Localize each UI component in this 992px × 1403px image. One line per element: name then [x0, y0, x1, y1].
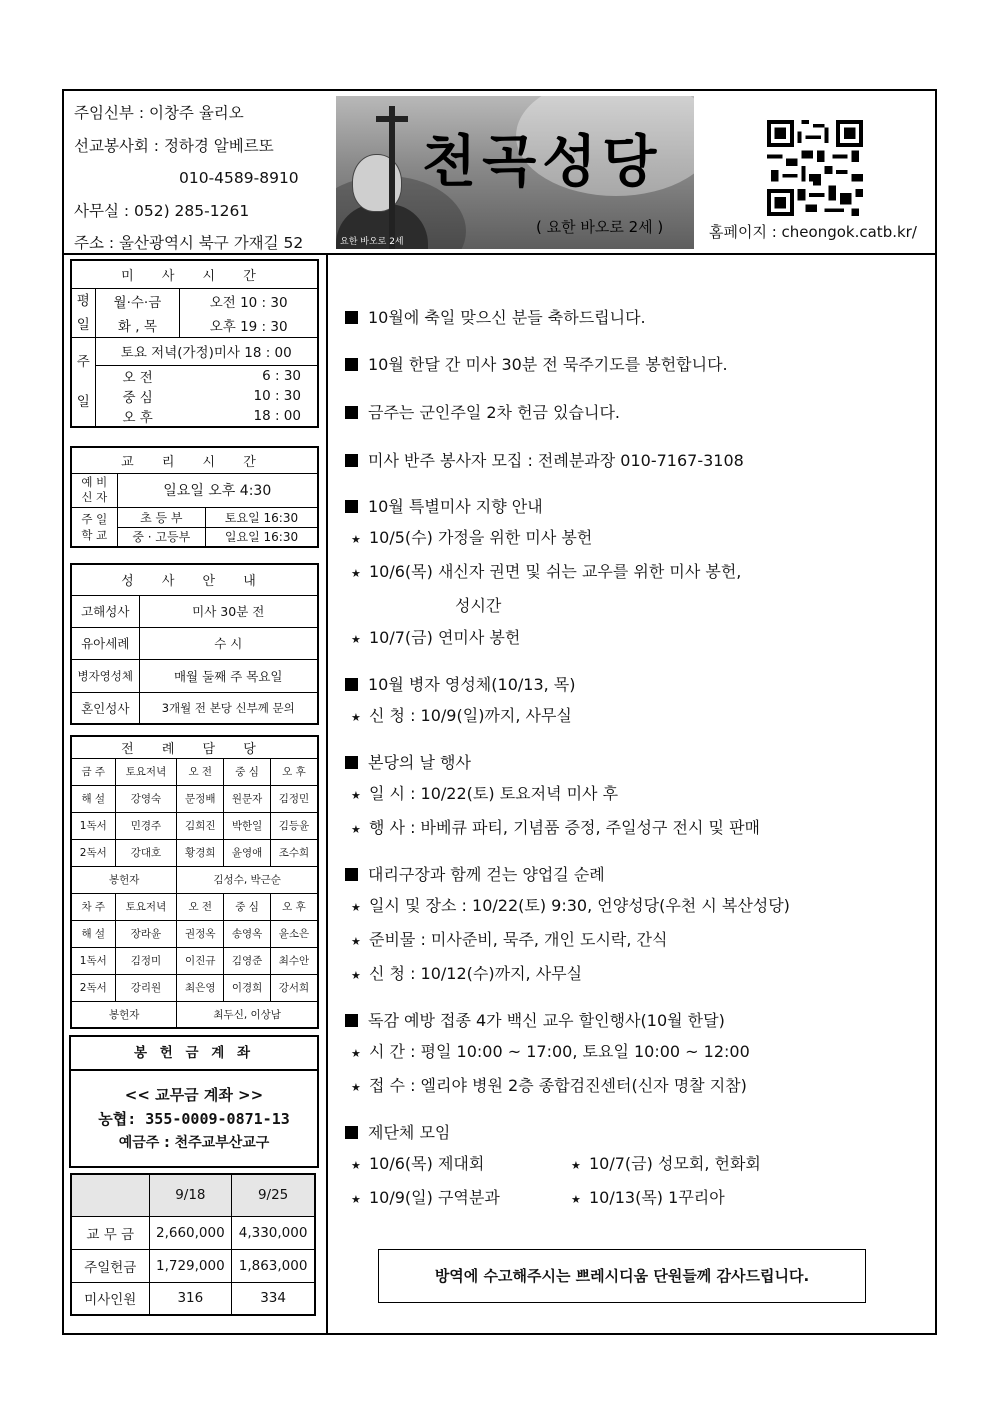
sunday-label: 주 일 — [71, 337, 95, 427]
account-box — [69, 1035, 319, 1168]
liturgy-name: 권정옥 — [177, 920, 224, 947]
offering-value: 334 — [232, 1282, 315, 1315]
liturgy-table — [70, 735, 319, 1029]
notices — [345, 303, 905, 1216]
liturgy-name: 강대호 — [115, 839, 177, 866]
sunday-label-3: 오 후 — [95, 406, 180, 427]
liturgy-name: 김정민 — [270, 785, 318, 812]
account-subtitle: << 교무금 계좌 >> — [124, 1086, 264, 1104]
notice-4: 미사 반주 봉사자 모집 : 전례분과장 010-7167-3108 — [345, 446, 905, 476]
square-bullet-icon — [345, 678, 358, 691]
star-bullet-icon: ★ — [351, 633, 361, 646]
square-bullet-icon — [345, 406, 358, 419]
church-name: 천곡성당 — [422, 130, 663, 195]
star-bullet-icon: ★ — [351, 1159, 361, 1172]
liturgy-role: 2독서 — [71, 839, 115, 866]
crozier-icon — [389, 106, 395, 249]
homepage-link[interactable]: 홈페이지 : cheongok.catb.kr/ — [709, 223, 917, 241]
address-line: 주소 : 울산광역시 북구 가재길 52 — [74, 234, 304, 252]
notice-item: ★ 행 사 : 바베큐 파티, 기념품 증정, 주일성구 전시 및 판매 — [345, 812, 905, 846]
star-bullet-icon: ★ — [351, 533, 361, 546]
notice-1: 10월에 축일 맞으신 분들 축하드립니다. — [345, 303, 905, 333]
notice-item: 성시간 — [455, 596, 502, 615]
mass-times-table — [70, 259, 319, 428]
offering-value: 1,863,000 — [232, 1249, 315, 1282]
liturgy-name: 김영준 — [224, 947, 271, 974]
sacrament-value-4: 3개월 전 본당 신부께 문의 — [139, 692, 318, 724]
sacraments-table — [70, 563, 319, 725]
offering-date-1: 9/18 — [149, 1174, 232, 1216]
notice-3: 금주는 군인주일 2차 헌금 있습니다. — [345, 398, 905, 428]
liturgy-header-cell: 토요저녁 — [115, 758, 177, 785]
liturgy-name: 윤영애 — [224, 839, 271, 866]
sacrament-name-2: 유아세례 — [71, 627, 139, 659]
saturday-mass: 토요 저녁(가정)미사 18 : 00 — [95, 337, 318, 365]
school-time-2: 일요일 16:30 — [206, 527, 318, 547]
mission-line: 선교봉사회 : 정하경 알베르또 — [74, 136, 274, 155]
notice-item: ★ 일시 및 장소 : 10/22(토) 9:30, 언양성당(우천 시 복산성당) — [345, 890, 905, 924]
star-bullet-icon: ★ — [351, 969, 361, 982]
notice-item: ★ 접 수 : 엘리야 병원 2층 종합검진센터(신자 명찰 지참) — [345, 1070, 905, 1104]
liturgy-name: 송영옥 — [224, 920, 271, 947]
liturgy-header-cell: 오 전 — [177, 893, 224, 920]
liturgy-name: 조수희 — [270, 839, 318, 866]
star-bullet-icon: ★ — [351, 1047, 361, 1060]
star-bullet-icon: ★ — [351, 901, 361, 914]
liturgy-role: 1독서 — [71, 812, 115, 839]
notice-item: ★ 일 시 : 10/22(토) 토요저녁 미사 후 — [345, 778, 905, 812]
sunday-school-label: 주 일 학 교 — [71, 507, 117, 547]
sacrament-name-3: 병자영성체 — [71, 659, 139, 692]
offering-value: 1,729,000 — [149, 1249, 232, 1282]
offering-names: 김성수, 박근순 — [177, 866, 318, 893]
square-bullet-icon — [345, 1014, 358, 1027]
catechism-title: 교 리 시 간 — [71, 447, 318, 473]
liturgy-name: 강리원 — [115, 974, 177, 1001]
liturgy-name: 김등윤 — [270, 812, 318, 839]
offering-label: 봉헌자 — [71, 866, 177, 893]
liturgy-name: 박한일 — [224, 812, 271, 839]
liturgy-header-cell: 오 전 — [177, 758, 224, 785]
mission-phone: 010-4589-8910 — [179, 169, 299, 187]
sunday-time-2: 10 : 30 — [253, 387, 301, 404]
weekday-time-1: 오전 10 : 30 — [180, 288, 318, 313]
square-bullet-icon — [345, 454, 358, 467]
header-info — [74, 97, 303, 260]
offering-value: 2,660,000 — [149, 1216, 232, 1249]
qr-code-icon[interactable] — [764, 117, 860, 213]
photo-caption: 요한 바오로 2세 — [340, 237, 404, 247]
notice-item: ★ 10/5(수) 가정을 위한 미사 봉헌 — [345, 522, 905, 556]
catechumen-label: 예 비 신 자 — [71, 473, 117, 507]
weekday-days-2: 화 , 목 — [95, 313, 180, 338]
patron-name: ( 요한 바오로 2세 ) — [536, 218, 664, 236]
sacrament-name-1: 고해성사 — [71, 595, 139, 627]
star-bullet-icon: ★ — [351, 789, 361, 802]
star-bullet-icon: ★ — [351, 1193, 361, 1206]
offering-label-3: 미사인원 — [71, 1282, 149, 1315]
liturgy-name: 이경희 — [224, 974, 271, 1001]
star-bullet-icon: ★ — [351, 823, 361, 836]
liturgy-name: 윤소은 — [270, 920, 318, 947]
liturgy-header-cell: 차 주 — [71, 893, 115, 920]
liturgy-name: 강서희 — [270, 974, 318, 1001]
star-bullet-icon: ★ — [351, 935, 361, 948]
notice-9: 독감 예방 접종 4가 백신 교우 할인행사(10월 한달) — [345, 1006, 905, 1036]
notice-item: ★ 시 간 : 평일 10:00 ~ 17:00, 토요일 10:00 ~ 12:00 — [345, 1036, 905, 1070]
weekday-days-1: 월·수·금 — [95, 288, 180, 313]
notice-10: 제단체 모임 — [345, 1118, 905, 1148]
notice-5: 10월 특별미사 지향 안내 — [345, 492, 905, 522]
liturgy-name: 원문자 — [224, 785, 271, 812]
liturgy-role: 해 설 — [71, 920, 115, 947]
pastor-line: 주임신부 : 이창주 율리오 — [74, 104, 244, 122]
liturgy-header-cell: 토요저녁 — [115, 893, 177, 920]
liturgy-header-cell: 중 심 — [224, 758, 271, 785]
school-time-1: 토요일 16:30 — [206, 507, 318, 527]
header-banner — [336, 96, 694, 249]
sunday-time-3: 18 : 00 — [180, 406, 318, 427]
sunday-label-1: 오 전 — [95, 365, 180, 386]
square-bullet-icon — [345, 500, 358, 513]
sunday-time-1: 6 : 30 — [180, 365, 318, 386]
offerings-table — [70, 1173, 316, 1316]
liturgy-name: 이진규 — [177, 947, 224, 974]
liturgy-name: 김정미 — [115, 947, 177, 974]
liturgy-name: 강영숙 — [115, 785, 177, 812]
notice-item-row: ★ 10/9(일) 구역분과 ★ 10/13(목) 1꾸리아 — [345, 1182, 905, 1216]
liturgy-header-cell: 중 심 — [224, 893, 271, 920]
catechumen-time: 일요일 오후 4:30 — [117, 473, 318, 507]
notice-2: 10월 한달 간 미사 30분 전 묵주기도를 봉헌합니다. — [345, 350, 905, 380]
liturgy-role: 2독서 — [71, 974, 115, 1001]
offering-label-2: 주일헌금 — [71, 1249, 149, 1282]
sacrament-value-2: 수 시 — [139, 627, 318, 659]
mass-times-title: 미 사 시 간 — [71, 260, 318, 288]
star-bullet-icon: ★ — [351, 567, 361, 580]
liturgy-header-cell: 오 후 — [270, 758, 318, 785]
square-bullet-icon — [345, 868, 358, 881]
account-title: 봉 헌 금 계 좌 — [71, 1037, 317, 1071]
sunday-label-2: 중 심 — [95, 386, 180, 406]
star-bullet-icon: ★ — [351, 1081, 361, 1094]
square-bullet-icon — [345, 358, 358, 371]
liturgy-title: 전 례 담 당 — [71, 736, 318, 758]
offering-value: 4,330,000 — [232, 1216, 315, 1249]
liturgy-name: 최수안 — [270, 947, 318, 974]
weekday-time-2: 오후 19 : 30 — [180, 313, 318, 338]
cross-icon — [376, 116, 408, 122]
star-bullet-icon: ★ — [571, 1193, 581, 1206]
liturgy-name: 장라윤 — [115, 920, 177, 947]
weekday-label: 평 일 — [71, 288, 95, 337]
offering-date-2: 9/25 — [232, 1174, 315, 1216]
office-line: 사무실 : 052) 285-1261 — [74, 201, 250, 220]
liturgy-name: 최은영 — [177, 974, 224, 1001]
school-group-1: 초 등 부 — [117, 507, 206, 527]
thanks-banner: 방역에 수고해주시는 쁘레시디움 단원들께 감사드립니다. — [378, 1249, 866, 1303]
notice-item: ★ 10/6(목) 새신자 권면 및 쉬는 교우를 위한 미사 봉헌, — [345, 556, 905, 590]
account-number[interactable]: 농협: 355-0009-0871-13 — [98, 1110, 290, 1128]
liturgy-name: 문정배 — [177, 785, 224, 812]
notice-item: ★ 신 청 : 10/9(일)까지, 사무실 — [345, 700, 905, 734]
liturgy-role: 해 설 — [71, 785, 115, 812]
notice-6: 10월 병자 영성체(10/13, 목) — [345, 670, 905, 700]
account-holder: 예금주 : 천주교부산교구 — [118, 1135, 270, 1151]
notice-7: 본당의 날 행사 — [345, 748, 905, 778]
sacrament-value-3: 매월 둘째 주 목요일 — [139, 659, 318, 692]
offering-names: 최두신, 이상남 — [177, 1001, 318, 1028]
catechism-table — [70, 446, 319, 548]
liturgy-header-cell: 오 후 — [270, 893, 318, 920]
column-divider — [326, 253, 328, 1333]
liturgy-name: 황경희 — [177, 839, 224, 866]
school-group-2: 중 · 고등부 — [117, 527, 206, 547]
star-bullet-icon: ★ — [571, 1159, 581, 1172]
notice-item: ★ 준비물 : 미사준비, 묵주, 개인 도시락, 간식 — [345, 924, 905, 958]
sacraments-title: 성 사 안 내 — [71, 564, 318, 595]
notice-item: ★ 10/7(금) 연미사 봉헌 — [345, 622, 905, 656]
offering-label-1: 교 무 금 — [71, 1216, 149, 1249]
square-bullet-icon — [345, 1126, 358, 1139]
star-bullet-icon: ★ — [351, 711, 361, 724]
liturgy-name: 김희진 — [177, 812, 224, 839]
square-bullet-icon — [345, 311, 358, 324]
offering-value: 316 — [149, 1282, 232, 1315]
notice-item-row: ★ 10/6(목) 제대회 ★ 10/7(금) 성모회, 헌화회 — [345, 1148, 905, 1182]
notice-8: 대리구장과 함께 걷는 양업길 순례 — [345, 860, 905, 890]
sacrament-value-1: 미사 30분 전 — [139, 595, 318, 627]
offering-label: 봉헌자 — [71, 1001, 177, 1028]
sacrament-name-4: 혼인성사 — [71, 692, 139, 724]
liturgy-header-cell: 금 주 — [71, 758, 115, 785]
liturgy-name: 민경주 — [115, 812, 177, 839]
liturgy-role: 1독서 — [71, 947, 115, 974]
square-bullet-icon — [345, 756, 358, 769]
offerings-corner — [71, 1174, 149, 1216]
notice-item: ★ 신 청 : 10/12(수)까지, 사무실 — [345, 958, 905, 992]
